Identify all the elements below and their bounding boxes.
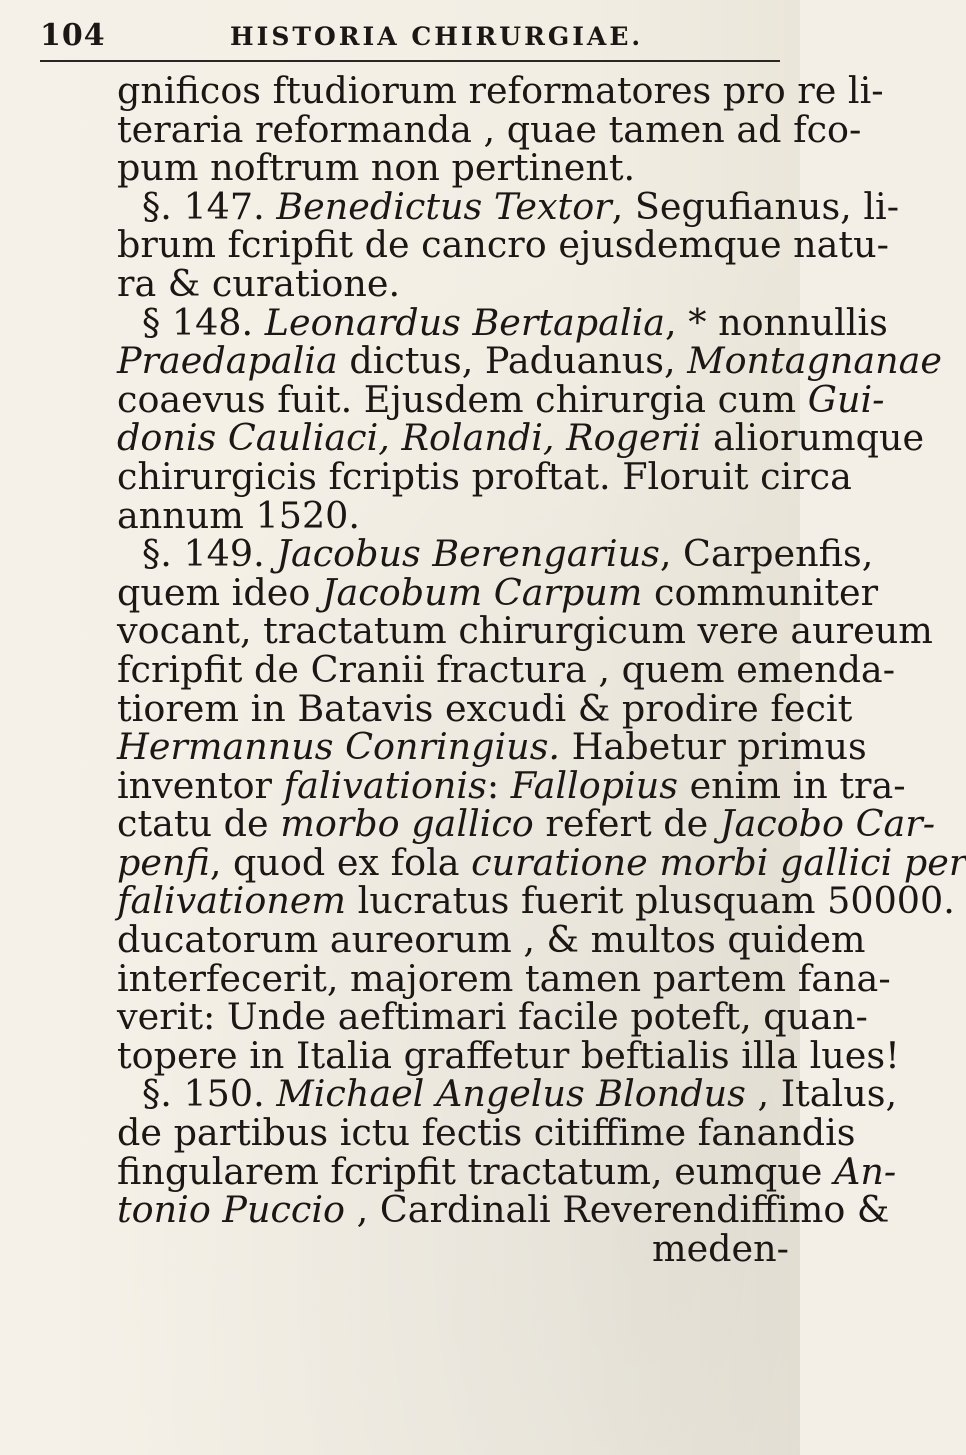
text-line (117, 647, 896, 691)
italic-text: Jacobo Car- (719, 802, 936, 846)
text-segment: §. 149. (142, 532, 277, 576)
text-segment: Habetur primus (560, 725, 867, 769)
text-line (117, 763, 906, 807)
italic-text: falivationem (117, 879, 347, 923)
italic-text: An- (834, 1149, 897, 1193)
page-header (40, 14, 780, 58)
text-segment: interfecerit, majorem tamen partem fana- (117, 956, 891, 1000)
text-segment: , Carpenfis, (659, 532, 874, 576)
text-line (117, 1072, 898, 1116)
header-rule (40, 60, 780, 62)
text-line (117, 223, 889, 267)
text-segment: §. 147. (142, 184, 277, 228)
text-segment: § 148. (142, 300, 265, 344)
italic-text: Benedictus Textor (276, 184, 612, 228)
italic-text: Fallopius (510, 763, 678, 807)
text-line (117, 493, 789, 537)
text-line (117, 570, 879, 614)
text-line (117, 802, 936, 846)
text-line (117, 184, 900, 228)
text-line (117, 1226, 789, 1270)
text-line (117, 69, 884, 112)
text-segment: brum fcripfit de cancro ejusdemque natu- (117, 223, 889, 267)
text-segment: topere in Italia graffetur beftialis illa lues! (117, 1033, 900, 1077)
text-line (117, 377, 885, 421)
text-segment: annum 1520. (117, 493, 360, 537)
text-segment: enim in tra- (677, 763, 906, 807)
text-segment: , * nonnullis (665, 300, 888, 344)
text-line (117, 1149, 897, 1193)
italic-text: Jacobum Carpum (321, 570, 643, 614)
text-segment: refert de (533, 802, 720, 846)
text-line (117, 609, 933, 653)
text-line (117, 956, 891, 1000)
text-line (117, 261, 789, 305)
italic-text: Michael Angelus Blondus (276, 1072, 746, 1116)
text-segment: , Segufianus, li- (611, 184, 900, 228)
text-segment: , Cardinali Reverendiffimo & (345, 1188, 890, 1232)
text-line (117, 107, 862, 151)
text-segment: verit: Unde aeftimari facile poteft, quan- (117, 995, 868, 1039)
text-segment: , Italus, (745, 1072, 898, 1116)
text-segment: meden- (651, 1226, 789, 1270)
text-segment: ducatorum aureorum , & multos quidem (117, 918, 866, 962)
italic-text: tonio Puccio (117, 1188, 346, 1232)
text-segment: aliorumque (701, 416, 925, 460)
text-line (117, 1188, 890, 1232)
italic-text: Jacobus Berengarius (276, 532, 660, 576)
page-number: 104 (40, 18, 106, 53)
text-segment: teraria reformanda , quae tamen ad fco- (117, 107, 862, 151)
italic-text: Leonardus Bertapalia (264, 300, 666, 344)
italic-text: Montagnanae (687, 339, 942, 383)
italic-text: morbo gallico (280, 802, 534, 846)
text-line (117, 995, 868, 1039)
text-line (117, 454, 852, 498)
text-segment: inventor (117, 763, 284, 807)
text-segment: communiter (642, 570, 879, 614)
text-line (117, 300, 888, 344)
text-line (117, 918, 866, 962)
running-title: HISTORIA CHIRURGIAE. (230, 22, 644, 51)
text-segment: fcripfit de Cranii fractura , quem emenda- (117, 647, 896, 691)
text-line (117, 879, 955, 923)
text-line (117, 416, 925, 460)
italic-text: Praedapalia (117, 339, 338, 383)
text-line (117, 840, 966, 884)
text-line (117, 146, 789, 190)
text-segment: vocant, tractatum chirurgicum vere aureum (117, 609, 933, 653)
text-segment: gnificos ftudiorum reformatores pro re li- (117, 69, 884, 112)
italic-text: curatione morbi gallici per (471, 840, 966, 884)
italic-text: Hermannus Conringius. (117, 725, 561, 769)
text-segment: ra & curatione. (117, 261, 401, 305)
italic-text: Gui- (807, 377, 885, 421)
text-segment: : (486, 763, 511, 807)
text-segment: , quod ex fola (209, 840, 472, 884)
text-segment: quem ideo (117, 570, 322, 614)
italic-text: penfi (117, 840, 210, 884)
text-line (117, 1033, 900, 1077)
text-segment: ctatu de (117, 802, 281, 846)
text-segment: dictus, Paduanus, (337, 339, 688, 383)
text-segment: lucratus fuerit plusquam 50000. (346, 879, 955, 923)
body-text (117, 69, 966, 1270)
text-segment: pum noftrum non pertinent. (117, 146, 636, 190)
text-line (117, 686, 853, 730)
italic-text: donis Cauliaci, Rolandi, Rogerii (117, 416, 702, 460)
text-line (117, 532, 874, 576)
italic-text: falivationis (283, 763, 487, 807)
text-line (117, 725, 867, 769)
text-segment: tiorem in Batavis excudi & prodire fecit (117, 686, 853, 730)
text-segment: chirurgicis fcriptis proftat. Floruit circa (117, 454, 852, 498)
text-segment: de partibus ictu fectis citiffime fanandis (117, 1111, 856, 1155)
text-line (117, 1111, 856, 1155)
text-line (117, 339, 942, 383)
text-segment: fingularem fcripfit tractatum, eumque (117, 1149, 835, 1193)
text-segment: coaevus fuit. Ejusdem chirurgia cum (117, 377, 808, 421)
text-segment: §. 150. (142, 1072, 277, 1116)
